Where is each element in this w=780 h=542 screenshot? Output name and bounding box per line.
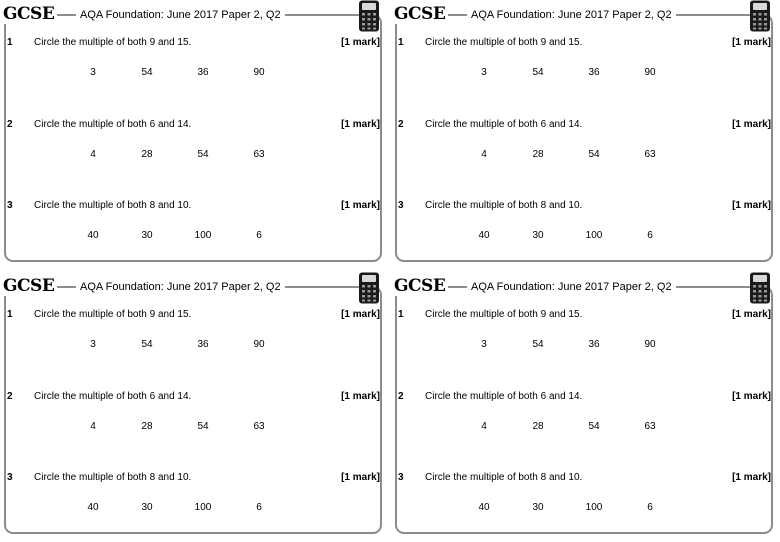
answer-option[interactable]: 3 [481,67,487,78]
answer-option[interactable]: 40 [478,230,490,241]
answer-option[interactable]: 100 [585,230,603,241]
calculator-icon [358,0,380,32]
mark-label: [1 mark] [341,472,380,483]
answer-option[interactable]: 63 [253,149,265,160]
answer-option[interactable]: 100 [194,230,212,241]
answer-option[interactable]: 40 [478,502,490,513]
mark-label: [1 mark] [732,37,771,48]
answer-option[interactable]: 100 [585,502,603,513]
mark-label: [1 mark] [341,391,380,402]
question-text: Circle the multiple of both 9 and 15. [34,309,192,320]
mark-label: [1 mark] [341,37,380,48]
answer-option[interactable]: 63 [644,149,656,160]
answer-option[interactable]: 90 [644,339,656,350]
answer-option[interactable]: 54 [141,67,153,78]
card-frame [395,14,773,262]
gcse-logo: GCSE [3,4,57,24]
answer-option[interactable]: 28 [532,149,544,160]
answer-option[interactable]: 40 [87,502,99,513]
card-title: AQA Foundation: June 2017 Paper 2, Q2 [467,280,676,294]
answer-option[interactable]: 6 [256,230,262,241]
question-number: 2 [398,119,404,130]
question-number: 3 [398,472,404,483]
card-frame [4,14,382,262]
answer-option[interactable]: 90 [644,67,656,78]
answer-option[interactable]: 54 [532,339,544,350]
question-text: Circle the multiple of both 8 and 10. [425,200,583,211]
question-number: 3 [7,200,13,211]
question-text: Circle the multiple of both 6 and 14. [34,391,192,402]
answer-option[interactable]: 63 [644,421,656,432]
question-number: 3 [398,200,404,211]
gcse-logo: GCSE [3,276,57,296]
calculator-icon [358,272,380,304]
card-title: AQA Foundation: June 2017 Paper 2, Q2 [467,8,676,22]
calculator-icon [749,0,771,32]
question-card [391,0,780,270]
answer-option[interactable]: 4 [90,149,96,160]
answer-option[interactable]: 36 [588,339,600,350]
mark-label: [1 mark] [341,309,380,320]
question-number: 1 [398,309,404,320]
question-text: Circle the multiple of both 8 and 10. [34,200,192,211]
answer-option[interactable]: 3 [90,339,96,350]
mark-label: [1 mark] [341,200,380,211]
answer-option[interactable]: 54 [197,149,209,160]
question-number: 3 [7,472,13,483]
answer-option[interactable]: 30 [141,230,153,241]
answer-option[interactable]: 90 [253,339,265,350]
question-number: 1 [7,309,13,320]
question-text: Circle the multiple of both 8 and 10. [425,472,583,483]
mark-label: [1 mark] [732,200,771,211]
mark-label: [1 mark] [732,119,771,130]
answer-option[interactable]: 54 [588,421,600,432]
answer-option[interactable]: 54 [141,339,153,350]
answer-option[interactable]: 30 [141,502,153,513]
question-text: Circle the multiple of both 9 and 15. [34,37,192,48]
answer-option[interactable]: 63 [253,421,265,432]
question-text: Circle the multiple of both 6 and 14. [425,119,583,130]
calculator-icon [749,272,771,304]
answer-option[interactable]: 3 [90,67,96,78]
gcse-logo: GCSE [394,276,448,296]
answer-option[interactable]: 6 [256,502,262,513]
question-card [391,272,780,542]
answer-option[interactable]: 54 [197,421,209,432]
question-number: 2 [398,391,404,402]
answer-option[interactable]: 4 [481,421,487,432]
answer-option[interactable]: 3 [481,339,487,350]
answer-option[interactable]: 100 [194,502,212,513]
card-frame [395,286,773,534]
answer-option[interactable]: 28 [532,421,544,432]
mark-label: [1 mark] [341,119,380,130]
answer-option[interactable]: 36 [197,67,209,78]
question-text: Circle the multiple of both 6 and 14. [34,119,192,130]
mark-label: [1 mark] [732,472,771,483]
answer-option[interactable]: 54 [532,67,544,78]
question-card [0,272,390,542]
card-frame [4,286,382,534]
mark-label: [1 mark] [732,391,771,402]
answer-option[interactable]: 30 [532,502,544,513]
answer-option[interactable]: 54 [588,149,600,160]
answer-option[interactable]: 28 [141,149,153,160]
answer-option[interactable]: 30 [532,230,544,241]
answer-option[interactable]: 28 [141,421,153,432]
question-text: Circle the multiple of both 6 and 14. [425,391,583,402]
answer-option[interactable]: 6 [647,230,653,241]
question-text: Circle the multiple of both 9 and 15. [425,309,583,320]
question-number: 2 [7,391,13,402]
question-number: 1 [7,37,13,48]
question-number: 2 [7,119,13,130]
card-title: AQA Foundation: June 2017 Paper 2, Q2 [76,8,285,22]
gcse-logo: GCSE [394,4,448,24]
answer-option[interactable]: 36 [588,67,600,78]
answer-option[interactable]: 4 [481,149,487,160]
question-card [0,0,390,270]
answer-option[interactable]: 36 [197,339,209,350]
answer-option[interactable]: 40 [87,230,99,241]
question-text: Circle the multiple of both 9 and 15. [425,37,583,48]
mark-label: [1 mark] [732,309,771,320]
card-title: AQA Foundation: June 2017 Paper 2, Q2 [76,280,285,294]
answer-option[interactable]: 90 [253,67,265,78]
question-text: Circle the multiple of both 8 and 10. [34,472,192,483]
question-number: 1 [398,37,404,48]
answer-option[interactable]: 6 [647,502,653,513]
answer-option[interactable]: 4 [90,421,96,432]
